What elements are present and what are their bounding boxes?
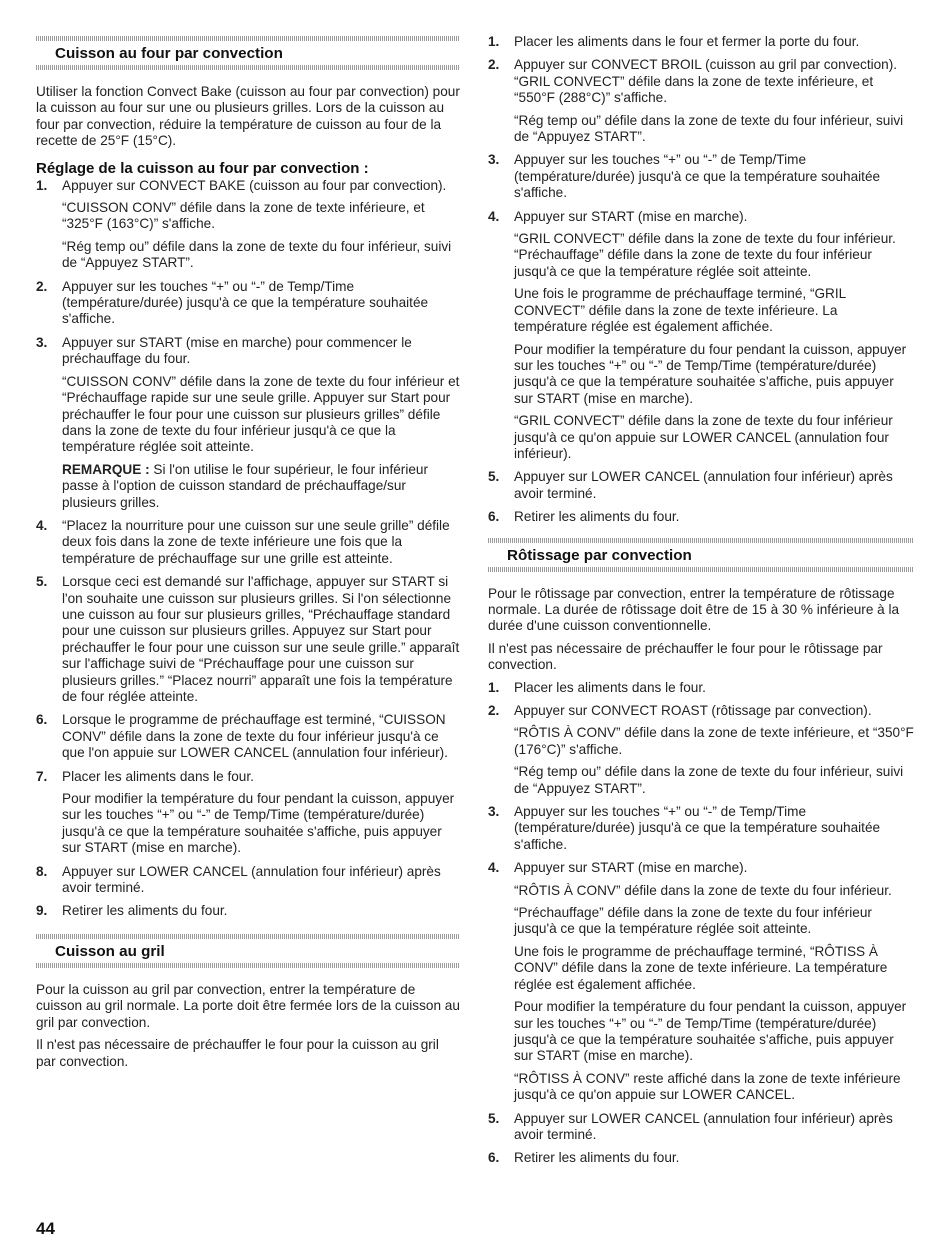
step-text: Une fois le programme de préchauffage terminé, “GRIL CONVECT” défile dans la zone de texte inférieure. La température réglée est également affichée. (514, 286, 846, 335)
list-item (36, 178, 460, 272)
step-text: Appuyer sur les touches “+” ou “-” de Temp/Time (température/durée) jusqu'à ce que la température souhaitée s'affiche. (62, 278, 429, 327)
step-number: 4. (488, 208, 500, 224)
step-text: Retirer les aliments du four. (514, 1150, 680, 1166)
step-number: 4. (488, 860, 500, 876)
step-text: Lorsque ceci est demandé sur l'affichage, appuyer sur START si l'on souhaite une cuisson sur plusieurs grilles. Si l'on sélectionne une cuisson au four sur plusieurs grilles, “Préchauffage standard pour une cuisson sur plusieurs grilles. Appuyez sur Start pour préchauffer le four pour une cuisson sur une seule grille.” apparaît sur l'affichage suivi de “Préchauffage pour une cuisson sur plusieurs grilles.” “Placez nourri” apparaît une fois la température de four réglée atteinte. (62, 574, 460, 704)
section-title-convect-roast: Rôtissage par convection (507, 546, 692, 564)
step-number: 7. (36, 768, 48, 784)
list-item (488, 703, 914, 797)
convect-bake-intro: Utiliser la fonction Convect Bake (cuisson au four par convection) pour la cuisson au four sur une ou plusieurs grilles. Lors de la cuisson au four par convection, réduire la température de cuisson au four de la recette de 25°F (15°C). (36, 84, 460, 149)
list-item (36, 864, 460, 897)
step-text: Appuyer sur CONVECT ROAST (rôtissage par convection). (514, 703, 872, 718)
list-item (36, 279, 460, 328)
step-text: Appuyer sur START (mise en marche) pour commencer le préchauffage du four. (62, 334, 412, 367)
list-item (36, 518, 460, 567)
step-number: 1. (36, 177, 48, 193)
convect-roast-intro: Pour le rôtissage par convection, entrer la température de rôtissage normale. La durée de rôtissage doit être de 15 à 30 % inférieure à la durée d'une cuisson conventionnelle. (488, 585, 900, 634)
step-number: 2. (36, 278, 48, 294)
list-item (488, 34, 914, 50)
step-text: Appuyer sur START (mise en marche). (514, 208, 748, 224)
step-number: 5. (488, 469, 500, 485)
step-text: “RÔTIS À CONV” défile dans la zone de texte du four inférieur. (514, 882, 892, 898)
section-title-convect-bake: Cuisson au four par convection (55, 45, 283, 62)
step-text: Placer les aliments dans le four et fermer la porte du four. (514, 34, 860, 49)
convect-bake-steps (36, 178, 460, 920)
step-text: “CUISSON CONV” défile dans la zone de texte inférieure, et “325°F (163°C)” s'affiche. (62, 200, 425, 232)
convect-roast-header (488, 538, 914, 572)
list-item (36, 769, 460, 857)
step-text: “CUISSON CONV” défile dans la zone de texte du four inférieur et “Préchauffage rapide sur une seule grille. Appuyer sur Start pour préchauffer le four pour une cuisson sur plusieurs grilles” défile dans la zone de texte du four inférieur jusqu'à ce que la température réglée soit atteinte. (62, 373, 460, 455)
step-text: Appuyer sur CONVECT BROIL (cuisson au gril par convection). “GRIL CONVECT” défile dans la zone de texte inférieure, et “550°F (288°C)” s'affiche. (514, 57, 898, 106)
step-text: Placer les aliments dans le four. (62, 768, 254, 784)
step-number: 6. (488, 1150, 500, 1166)
right-column (488, 34, 914, 1174)
list-item (36, 712, 460, 761)
step-text: Pour modifier la température du four pendant la cuisson, appuyer sur les touches “+” ou “-” de Temp/Time (température/durée) jusqu'à ce que la température souhaitée s'affiche, puis appuyer sur START (mise en marche). (514, 341, 907, 406)
step-number: 3. (488, 152, 500, 168)
convect-bake-setting-title: Réglage de la cuisson au four par convection : (36, 159, 369, 177)
list-item (488, 860, 914, 1103)
step-text: “RÔTISS À CONV” reste affiché dans la zone de texte inférieure jusqu'à ce qu'on appuie sur LOWER CANCEL. (514, 1070, 901, 1103)
step-text: “Préchauffage” défile dans la zone de texte du four inférieur jusqu'à ce que la température réglée soit atteinte. (514, 905, 872, 937)
step-number: 6. (488, 509, 500, 525)
step-text: Retirer les aliments du four. (514, 509, 680, 525)
list-item (488, 209, 914, 463)
step-text: Appuyer sur les touches “+” ou “-” de Temp/Time (température/durée) jusqu'à ce que la température souhaitée s'affiche. (514, 152, 881, 201)
step-text: “RÔTIS À CONV” défile dans la zone de texte inférieure, et “350°F (176°C)” s'affiche. (514, 725, 914, 757)
list-item (488, 509, 914, 525)
remark-label: REMARQUE : (62, 461, 150, 477)
list-item (488, 804, 914, 853)
step-number: 3. (36, 334, 48, 350)
remark (62, 462, 460, 511)
step-text: Appuyer sur CONVECT BAKE (cuisson au four par convection). (62, 177, 447, 193)
left-column (36, 36, 460, 1076)
convect-broil-intro: Pour la cuisson au gril par convection, entrer la température de cuisson au gril normale. La porte doit être fermée lors de la cuisson au gril par convection. (36, 981, 460, 1030)
convect-broil-header (36, 934, 460, 968)
step-text: Retirer les aliments du four. (62, 903, 228, 919)
step-number: 6. (36, 712, 48, 728)
step-number: 4. (36, 517, 48, 533)
step-text: Appuyer sur START (mise en marche). (514, 860, 748, 876)
page-number: 44 (36, 1219, 55, 1238)
step-number: 1. (488, 34, 500, 49)
step-text: Pour modifier la température du four pendant la cuisson, appuyer sur les touches “+” ou “-” de Temp/Time (température/durée) jusqu'à ce que la température souhaitée s'affiche, puis appuyer sur START (mise en marche). (62, 791, 455, 856)
list-item (488, 680, 914, 696)
convect-bake-header (36, 36, 460, 70)
step-text: Appuyer sur les touches “+” ou “-” de Temp/Time (température/durée) jusqu'à ce que la température souhaitée s'affiche. (514, 804, 881, 852)
step-text: Placer les aliments dans le four. (514, 679, 706, 695)
step-text: Appuyer sur LOWER CANCEL (annulation four inférieur) après avoir terminé. (514, 469, 893, 501)
step-text: Appuyer sur LOWER CANCEL (annulation four inférieur) après avoir terminé. (62, 863, 441, 896)
list-item (36, 903, 460, 919)
hatch-rule (36, 65, 460, 70)
step-number: 5. (36, 574, 48, 590)
step-text: Lorsque le programme de préchauffage est terminé, “CUISSON CONV” défile dans la zone de texte du four inférieur jusqu'à ce que l'on appuie sur LOWER CANCEL (annulation four inférieur). (62, 712, 448, 761)
list-item (36, 574, 460, 705)
step-text: Pour modifier la température du four pendant la cuisson, appuyer sur les touches “+” ou “-” de Temp/Time (température/durée) jusqu'à ce que la température souhaitée s'affiche, puis appuyer sur START (mise en marche). (514, 999, 907, 1064)
hatch-rule (36, 963, 460, 968)
step-number: 1. (488, 679, 500, 695)
step-text: “Placez la nourriture pour une cuisson sur une seule grille” défile deux fois dans la zone de texte inférieure une fois que la température de préchauffage sur une grille est atteinte. (62, 517, 450, 566)
hatch-rule (488, 567, 914, 572)
step-number: 2. (488, 703, 500, 718)
step-text: “Rég temp ou” défile dans la zone de texte du four inférieur, suivi de “Appuyez START”. (514, 112, 904, 145)
list-item (488, 1150, 914, 1166)
convect-roast-note: Il n'est pas nécessaire de préchauffer le four pour le rôtissage par convection. (488, 640, 883, 673)
step-text: “Rég temp ou” défile dans la zone de texte du four inférieur, suivi de “Appuyez START”. (62, 238, 452, 271)
step-number: 3. (488, 804, 500, 820)
step-text: “GRIL CONVECT” défile dans la zone de texte du four inférieur jusqu'à ce qu'on appuie sur LOWER CANCEL (annulation four inférieur). (514, 413, 893, 461)
step-number: 9. (36, 903, 48, 919)
convect-broil-steps (488, 34, 914, 526)
list-item (488, 1111, 914, 1144)
convect-broil-note: Il n'est pas nécessaire de préchauffer le four pour la cuisson au gril par convection. (36, 1037, 439, 1069)
list-item (488, 57, 914, 145)
convect-roast-steps (488, 680, 914, 1167)
step-text: Une fois le programme de préchauffage terminé, “RÔTISS À CONV” défile dans la zone de texte inférieure. La température réglée est également affichée. (514, 943, 888, 992)
step-text: Appuyer sur LOWER CANCEL (annulation four inférieur) après avoir terminé. (514, 1110, 893, 1142)
step-text: “Rég temp ou” défile dans la zone de texte du four inférieur, suivi de “Appuyez START”. (514, 764, 904, 796)
list-item (36, 335, 460, 511)
list-item (488, 152, 914, 201)
list-item (488, 469, 914, 502)
step-text: “GRIL CONVECT” défile dans la zone de texte du four inférieur. “Préchauffage” défile dans la zone de texte du four inférieur jusqu'à ce que la température réglée soit atteinte. (514, 231, 896, 279)
step-number: 2. (488, 57, 500, 73)
section-title-convect-broil: Cuisson au gril (55, 942, 165, 960)
step-number: 5. (488, 1110, 500, 1126)
remark-text: Si l'on utilise le four supérieur, le four inférieur passe à l'option de cuisson standard de préchauffage/sur plusieurs grilles. (62, 461, 428, 510)
step-number: 8. (36, 863, 48, 879)
